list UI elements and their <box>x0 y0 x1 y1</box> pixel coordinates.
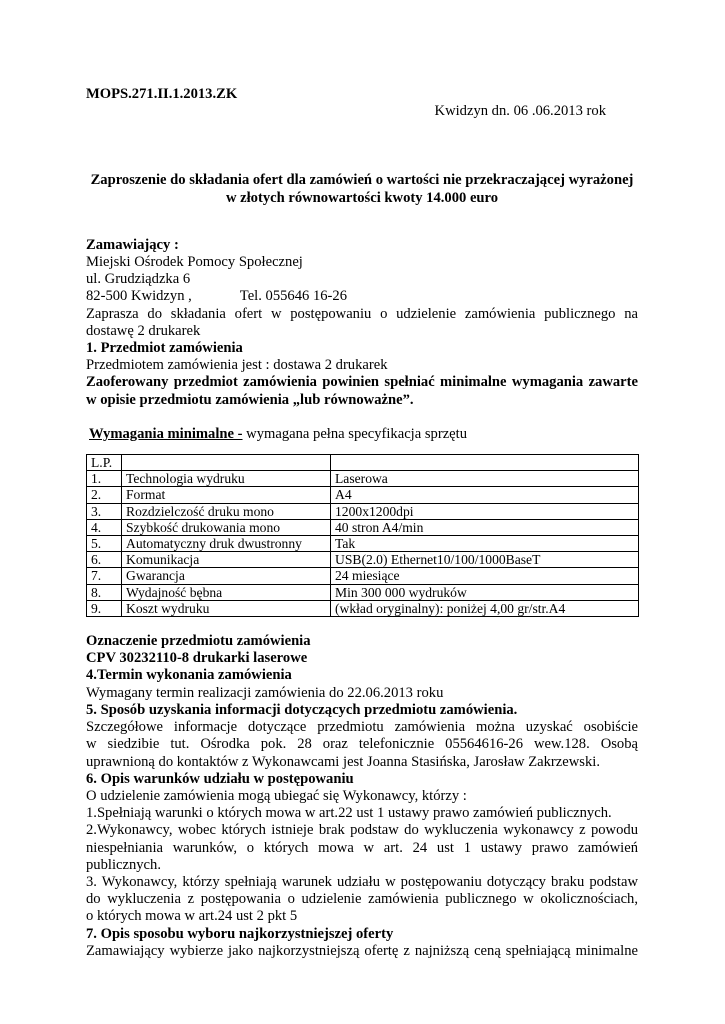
table-cell-lp: 6. <box>87 552 122 568</box>
table-cell-lp: 5. <box>87 536 122 552</box>
requirements-rest: wymagana pełna specyfikacja sprzętu <box>242 425 467 442</box>
table-cell-value: 24 miesiące <box>331 568 639 584</box>
section-1-bold-line-2: w opisie przedmiotu zamówienia „lub równoważne”. <box>86 391 414 408</box>
section-5-line-3: uprawnioną do kontaktów z Wykonawcami jest Joanna Stasińska, Jarosław Zakrzewski. <box>86 753 600 770</box>
table-cell-parameter: Format <box>122 487 331 503</box>
table-row <box>87 584 639 600</box>
table-cell-parameter: Technologia wydruku <box>122 471 331 487</box>
title-line-2: w złotych równowartości kwoty 14.000 euro <box>225 189 499 206</box>
table-cell-lp: 9. <box>87 600 122 616</box>
table-cell-parameter: Rozdzielczość druku mono <box>122 503 331 519</box>
section-5 <box>86 702 638 771</box>
title-line-1: Zaproszenie do składania ofert dla zamówień o wartości nie przekraczającej wyrażonej <box>90 172 634 189</box>
designation-cpv: CPV 30232110-8 drukarki laserowe <box>86 650 308 667</box>
table-cell-lp: L.P. <box>87 455 122 471</box>
section-1-text: Przedmiotem zamówienia jest : dostawa 2 drukarek <box>86 357 388 374</box>
section-4 <box>86 667 638 701</box>
contracting-phone: Tel. 055646 16-26 <box>239 288 347 305</box>
table-row <box>87 503 639 519</box>
section-6-item-3-line-1: 3. Wykonawcy, którzy spełniają warunek udziału w postępowaniu dotyczący braku podstaw <box>86 873 638 890</box>
table-cell-value: Min 300 000 wydruków <box>331 584 639 600</box>
table-cell-lp: 1. <box>87 471 122 487</box>
section-6-item-2-line-3: publicznych. <box>86 856 161 873</box>
reference-number: MOPS.271.II.1.2013.ZK <box>86 86 238 102</box>
table-cell-parameter: Koszt wydruku <box>122 600 331 616</box>
spec-table <box>86 454 639 617</box>
table-cell-parameter: Szybkość drukowania mono <box>122 519 331 535</box>
document-page <box>86 86 638 960</box>
table-row <box>87 552 639 568</box>
table-cell-parameter: Wydajność bębna <box>122 584 331 600</box>
table-row <box>87 471 639 487</box>
table-cell-value: Tak <box>331 536 639 552</box>
table-row <box>87 568 639 584</box>
contracting-heading: Zamawiający : <box>86 236 179 253</box>
section-1 <box>86 340 638 409</box>
section-6-item-1: 1.Spełniają warunki o których mowa w art.22 ust 1 ustawy prawo zamówień publicznych. <box>86 805 612 822</box>
table-cell-lp: 7. <box>87 568 122 584</box>
invite-line-2: dostawę 2 drukarek <box>86 322 201 339</box>
section-6-item-3-line-3: o których mowa w art.24 ust 2 pkt 5 <box>86 908 298 925</box>
spec-table-body <box>87 455 639 617</box>
section-7 <box>86 926 638 960</box>
table-cell-parameter: Automatyczny druk dwustronny <box>122 536 331 552</box>
section-6-heading: 6. Opis warunków udziału w postępowaniu <box>86 770 354 787</box>
section-5-line-2: w siedzibie tut. Ośrodka pok. 28 oraz telefonicznie 05564616-26 wew.128. Osobą <box>86 736 638 753</box>
section-6-item-2-line-2: niespełniania warunków, o których mowa w art. 24 ust 1 ustawy prawo zamówień <box>86 839 638 856</box>
section-4-heading: 4.Termin wykonania zamówienia <box>86 667 292 684</box>
contracting-city: 82-500 Kwidzyn , <box>86 288 192 305</box>
table-cell-parameter: Komunikacja <box>122 552 331 568</box>
contracting-name: Miejski Ośrodek Pomocy Społecznej <box>86 254 303 271</box>
section-5-heading: 5. Sposób uzyskania informacji dotyczących przedmiotu zamówienia. <box>86 701 518 718</box>
table-cell-value: A4 <box>331 487 639 503</box>
section-7-line-1: Zamawiający wybierze jako najkorzystniejszą ofertę z najniższą ceną spełniającą minimalne <box>86 942 638 959</box>
document-title <box>86 172 638 206</box>
table-cell-lp: 3. <box>87 503 122 519</box>
invite-line-1: Zaprasza do składania ofert w postępowaniu o udzielenie zamówienia publicznego na <box>86 305 638 322</box>
place-date: Kwidzyn dn. 06 .06.2013 rok <box>434 103 606 120</box>
section-1-heading: 1. Przedmiot zamówienia <box>86 340 243 357</box>
section-7-heading: 7. Opis sposobu wyboru najkorzystniejszej oferty <box>86 925 394 942</box>
table-row <box>87 536 639 552</box>
contracting-authority <box>86 237 638 340</box>
designation <box>86 633 638 667</box>
table-cell-value: Laserowa <box>331 471 639 487</box>
table-cell-value: USB(2.0) Ethernet10/100/1000BaseT <box>331 552 639 568</box>
table-cell-parameter: Gwarancja <box>122 568 331 584</box>
table-row <box>87 600 639 616</box>
contracting-city-phone <box>86 288 638 305</box>
table-cell-lp: 8. <box>87 584 122 600</box>
spec-table-header-row <box>87 455 639 471</box>
table-row <box>87 519 639 535</box>
table-cell-value <box>331 455 639 471</box>
section-5-line-1: Szczegółowe informacje dotyczące przedmiotu zamówienia można uzyskać osobiście <box>86 719 638 736</box>
table-cell-value: 1200x1200dpi <box>331 503 639 519</box>
section-6-intro: O udzielenie zamówienia mogą ubiegać się Wykonawcy, którzy : <box>86 787 467 804</box>
section-6 <box>86 771 638 926</box>
table-row <box>87 487 639 503</box>
requirements-line <box>86 426 638 443</box>
section-4-text: Wymagany termin realizacji zamówienia do 22.06.2013 roku <box>86 684 444 701</box>
contracting-street: ul. Grudziądzka 6 <box>86 271 191 288</box>
section-1-bold-line-1: Zaoferowany przedmiot zamówienia powinien spełniać minimalne wymagania zawarte <box>86 374 638 391</box>
table-cell-lp: 2. <box>87 487 122 503</box>
designation-heading: Oznaczenie przedmiotu zamówienia <box>86 633 311 650</box>
requirements-label: Wymagania minimalne - <box>89 425 243 442</box>
table-cell-value: (wkład oryginalny): poniżej 4,00 gr/str.A4 <box>331 600 639 616</box>
table-cell-parameter <box>122 455 331 471</box>
section-6-item-3-line-2: do wykluczenia z postępowania o udzielenie zamówienia publicznego w okolicznościach, <box>86 891 638 908</box>
table-cell-lp: 4. <box>87 519 122 535</box>
table-cell-value: 40 stron A4/min <box>331 519 639 535</box>
section-6-item-2-line-1: 2.Wykonawcy, wobec których istnieje brak podstaw do wykluczenia wykonawcy z powodu <box>86 822 638 839</box>
